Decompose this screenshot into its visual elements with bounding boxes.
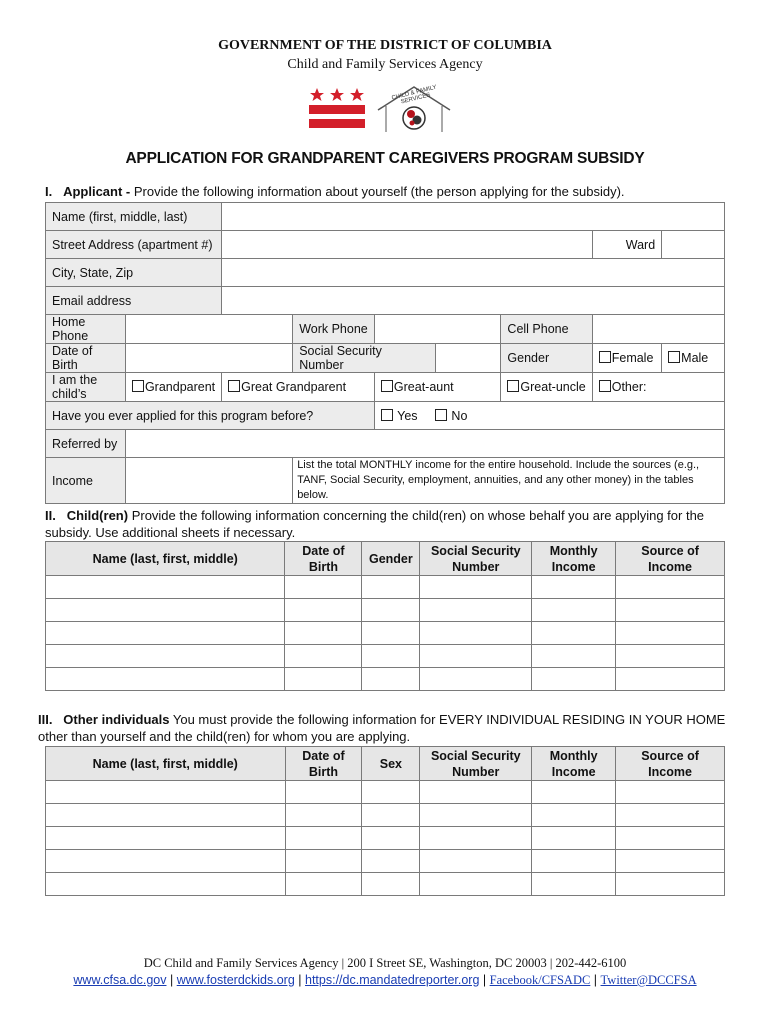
table-cell[interactable] <box>285 599 362 622</box>
column-header: Monthly Income <box>532 542 616 576</box>
section-3-heading <box>38 711 728 745</box>
table-row <box>46 622 725 645</box>
section-3-number: III. <box>38 712 53 727</box>
table-cell[interactable] <box>362 850 420 873</box>
referred-by-field[interactable] <box>125 430 724 458</box>
table-cell[interactable] <box>285 804 362 827</box>
table-cell[interactable] <box>616 804 725 827</box>
great-uncle-option-label: Great-uncle <box>520 380 586 394</box>
table-row <box>46 850 725 873</box>
cfsa-logo <box>372 82 456 136</box>
children-table-header <box>46 542 725 576</box>
column-header: Social Security Number <box>420 747 532 781</box>
checkbox-icon <box>668 351 680 363</box>
cell-phone-field[interactable] <box>592 315 724 344</box>
footer-separator: | <box>166 973 177 987</box>
checkbox-icon <box>599 380 611 392</box>
table-cell[interactable] <box>616 873 725 896</box>
yes-option-label: Yes <box>397 408 418 423</box>
great-aunt-option-label: Great-aunt <box>393 380 454 394</box>
section-1-heading <box>45 184 625 199</box>
applied-before-options <box>374 402 724 430</box>
section-3-title: Other individuals <box>63 712 170 727</box>
table-cell[interactable] <box>46 645 285 668</box>
table-row <box>46 668 725 691</box>
other-individuals-table-header <box>46 747 725 781</box>
ssn-label: Social Security Number <box>293 344 436 373</box>
date-of-birth-field[interactable] <box>125 344 292 373</box>
table-cell[interactable] <box>362 599 420 622</box>
table-cell[interactable] <box>420 827 532 850</box>
table-cell[interactable] <box>46 576 285 599</box>
table-cell[interactable] <box>285 645 362 668</box>
table-cell[interactable] <box>616 576 725 599</box>
checkbox-icon <box>507 380 519 392</box>
ssn-field[interactable] <box>435 344 501 373</box>
agency-name: Child and Family Services Agency <box>287 57 483 72</box>
table-cell[interactable] <box>532 645 616 668</box>
table-cell[interactable] <box>46 850 286 873</box>
applied-before-label: Have you ever applied for this program before? <box>46 402 375 430</box>
table-cell[interactable] <box>420 622 532 645</box>
section-2-heading <box>45 507 725 541</box>
income-field[interactable] <box>125 458 292 504</box>
table-cell[interactable] <box>532 781 616 804</box>
checkbox-icon <box>435 409 447 421</box>
grandparent-option-label: Grandparent <box>144 380 216 394</box>
checkbox-icon <box>132 380 144 392</box>
column-header: Source of Income <box>616 747 725 781</box>
table-cell[interactable] <box>46 599 285 622</box>
table-cell[interactable] <box>616 781 725 804</box>
footer-address: DC Child and Family Services Agency | 200 I Street SE, Washington, DC 20003 | 202-442-6100 <box>143 956 627 970</box>
city-state-zip-label: City, State, Zip <box>46 259 222 287</box>
fosterdckids-link[interactable]: www.fosterdckids.org <box>176 973 295 987</box>
street-address-label: Street Address (apartment #) <box>46 231 222 259</box>
column-header: Source of Income <box>616 542 725 576</box>
table-cell[interactable] <box>420 850 532 873</box>
flag-star <box>350 88 364 101</box>
great-aunt-checkbox[interactable] <box>374 373 501 402</box>
table-row <box>46 781 725 804</box>
income-note: List the total MONTHLY income for the entire household. Include the sources (e.g., TANF, Social Security, employment, annuities, and any other money) in the tables below. <box>293 458 725 504</box>
checkbox-icon <box>381 409 393 421</box>
footer-separator: | <box>479 973 490 987</box>
dc-flag-logo <box>308 86 366 132</box>
other-option-label: Other: <box>611 380 647 394</box>
name-field[interactable] <box>222 203 725 231</box>
table-cell[interactable] <box>616 668 725 691</box>
gender-label: Gender <box>501 344 592 373</box>
yes-checkbox[interactable] <box>381 409 418 423</box>
grandparent-checkbox[interactable] <box>125 373 221 402</box>
table-cell[interactable] <box>46 668 285 691</box>
great-uncle-checkbox[interactable] <box>501 373 592 402</box>
street-address-field[interactable] <box>222 231 593 259</box>
table-cell[interactable] <box>362 622 420 645</box>
facebook-link[interactable]: Facebook/CFSADC <box>489 973 591 987</box>
table-cell[interactable] <box>362 781 420 804</box>
column-header: Date of Birth <box>285 542 362 576</box>
table-cell[interactable] <box>46 781 286 804</box>
table-row <box>46 576 725 599</box>
email-field[interactable] <box>222 287 725 315</box>
table-cell[interactable] <box>532 668 616 691</box>
table-row <box>46 645 725 668</box>
column-header: Date of Birth <box>285 747 362 781</box>
section-3-intro: You must provide the following information for EVERY INDIVIDUAL RESIDING IN YOUR HOME other than yourself and the child(ren) for whom you are applying. <box>38 712 726 744</box>
table-cell[interactable] <box>285 873 362 896</box>
table-row <box>46 599 725 622</box>
cell-phone-label: Cell Phone <box>501 315 592 344</box>
section-1-number: I. <box>45 184 53 199</box>
table-cell[interactable] <box>285 781 362 804</box>
column-header: Gender <box>362 542 420 576</box>
great-grandparent-checkbox[interactable] <box>222 373 375 402</box>
table-cell[interactable] <box>46 873 286 896</box>
table-cell[interactable] <box>616 599 725 622</box>
other-individuals-table <box>45 746 725 896</box>
table-cell[interactable] <box>362 827 420 850</box>
flag-bar <box>309 119 365 128</box>
flag-star <box>310 88 324 101</box>
form-title: APPLICATION FOR GRANDPARENT CAREGIVERS PROGRAM SUBSIDY <box>125 150 645 167</box>
table-cell[interactable] <box>285 622 362 645</box>
section-2-number: II. <box>45 508 56 523</box>
home-phone-field[interactable] <box>125 315 292 344</box>
female-checkbox[interactable] <box>592 344 661 373</box>
column-header: Name (last, first, middle) <box>46 747 286 781</box>
no-option-label: No <box>451 408 468 423</box>
table-cell[interactable] <box>616 827 725 850</box>
table-cell[interactable] <box>532 599 616 622</box>
table-cell[interactable] <box>285 576 362 599</box>
great-grandparent-option-label: Great Grandparent <box>241 380 347 394</box>
column-header: Name (last, first, middle) <box>46 542 285 576</box>
email-label: Email address <box>46 287 222 315</box>
column-header: Social Security Number <box>420 542 532 576</box>
table-cell[interactable] <box>362 645 420 668</box>
logo-text: CHILD & FAMILY SERVICES <box>391 84 438 106</box>
children-table <box>45 541 725 691</box>
table-cell[interactable] <box>362 668 420 691</box>
twitter-link[interactable]: Twitter@DCCFSA <box>600 973 697 987</box>
table-cell[interactable] <box>362 873 420 896</box>
applicant-table <box>45 202 725 504</box>
name-label: Name (first, middle, last) <box>46 203 222 231</box>
table-cell[interactable] <box>46 804 286 827</box>
footer-links <box>0 973 770 988</box>
table-cell[interactable] <box>46 827 286 850</box>
footer-separator: | <box>590 973 601 987</box>
column-header: Sex <box>362 747 420 781</box>
mandated-reporter-link[interactable]: https://dc.mandatedreporter.org <box>305 973 480 987</box>
section-2-title: Child(ren) <box>66 508 129 523</box>
table-cell[interactable] <box>532 576 616 599</box>
table-cell[interactable] <box>420 599 532 622</box>
table-cell[interactable] <box>420 576 532 599</box>
footer-separator: | <box>294 973 305 987</box>
work-phone-field[interactable] <box>374 315 501 344</box>
table-cell[interactable] <box>532 850 616 873</box>
table-cell[interactable] <box>285 850 362 873</box>
table-cell[interactable] <box>616 850 725 873</box>
table-cell[interactable] <box>285 668 362 691</box>
section-1-intro: Provide the following information about yourself (the person applying for the subsidy). <box>130 184 625 199</box>
table-cell[interactable] <box>532 804 616 827</box>
section-2-intro: Provide the following information concerning the child(ren) on whose behalf you are applying for the subsidy. Use additional sheets if necessary. <box>45 508 705 540</box>
government-title: GOVERNMENT OF THE DISTRICT OF COLUMBIA <box>218 38 552 53</box>
no-checkbox[interactable] <box>435 409 467 423</box>
income-label: Income <box>46 458 126 504</box>
table-row <box>46 873 725 896</box>
table-cell[interactable] <box>420 804 532 827</box>
referred-by-label: Referred by <box>46 430 126 458</box>
table-cell[interactable] <box>285 827 362 850</box>
flag-star <box>330 88 344 101</box>
table-cell[interactable] <box>46 622 285 645</box>
column-header: Monthly Income <box>532 747 616 781</box>
male-option-label: Male <box>681 351 709 365</box>
table-cell[interactable] <box>362 576 420 599</box>
male-checkbox[interactable] <box>662 344 725 373</box>
relationship-label: I am the child’s <box>46 373 126 402</box>
checkbox-icon <box>381 380 393 392</box>
table-cell[interactable] <box>420 668 532 691</box>
cfsa-website-link[interactable]: www.cfsa.dc.gov <box>73 973 167 987</box>
table-row <box>46 827 725 850</box>
table-row <box>46 804 725 827</box>
ward-field[interactable] <box>662 231 725 259</box>
city-state-zip-field[interactable] <box>222 259 725 287</box>
table-cell[interactable] <box>532 873 616 896</box>
table-cell[interactable] <box>420 781 532 804</box>
table-cell[interactable] <box>532 622 616 645</box>
checkbox-icon <box>228 380 240 392</box>
table-cell[interactable] <box>616 645 725 668</box>
date-of-birth-label: Date of Birth <box>46 344 126 373</box>
flag-bar <box>309 105 365 114</box>
section-1-title: Applicant - <box>63 184 131 199</box>
table-cell[interactable] <box>420 873 532 896</box>
table-cell[interactable] <box>420 645 532 668</box>
table-cell[interactable] <box>362 804 420 827</box>
work-phone-label: Work Phone <box>293 315 375 344</box>
ward-label: Ward <box>592 231 661 259</box>
home-phone-label: Home Phone <box>46 315 126 344</box>
table-cell[interactable] <box>616 622 725 645</box>
table-cell[interactable] <box>532 827 616 850</box>
female-option-label: Female <box>611 351 654 365</box>
other-checkbox[interactable] <box>592 373 724 402</box>
checkbox-icon <box>599 351 611 363</box>
